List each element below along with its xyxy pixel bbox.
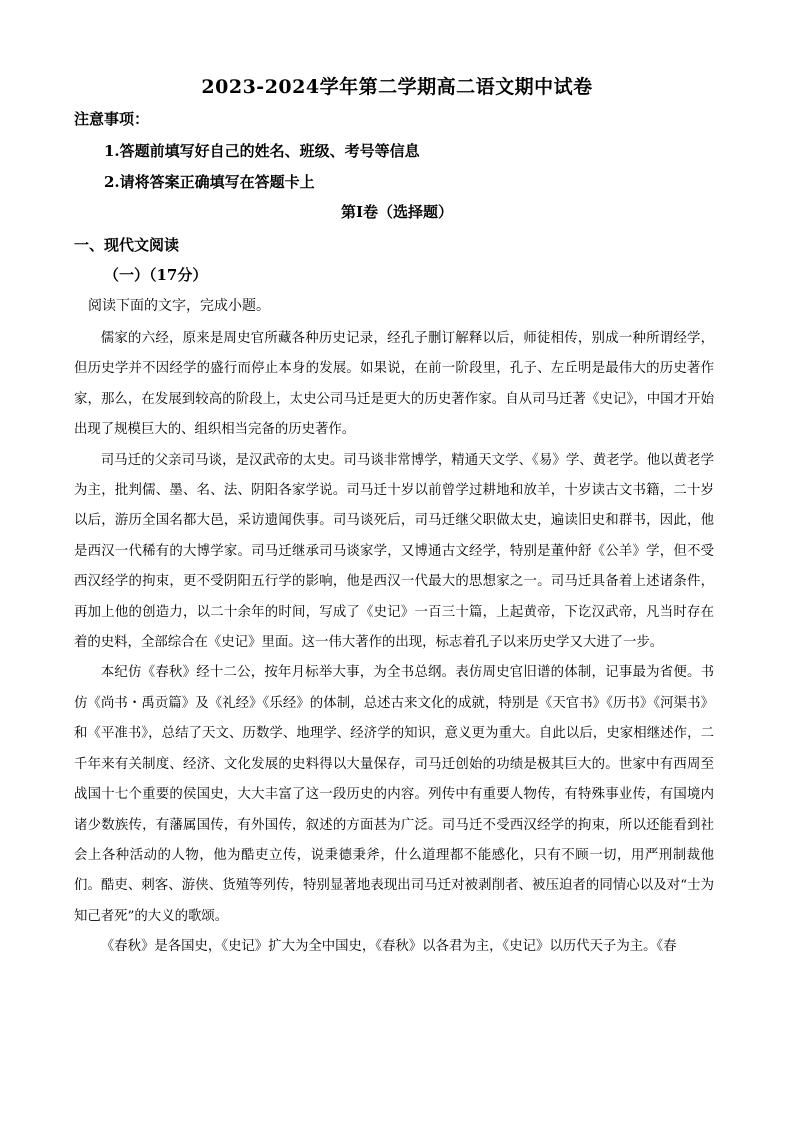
reading-passage: [74, 324, 714, 963]
passage-paragraph: 司马迁的父亲司马谈，是汉武帝的太史。司马谈非常博学，精通天文学、《易》学、黄老学。他以黄老学为主，批判儒、墨、名、法、阴阳各家学说。司马迁十岁以前曾学过耕地和放羊，十岁读古文书籍，二十岁以后，游历全国名都大邑，采访遗闻佚事。司马谈死后，司马迁继父职做太史，遍读旧史和群书，因此，他是西汉一代稀有的大博学家。司马迁继承司马谈家学，又博通古文经学，特别是董仲舒《公羊》学，但不受西汉经学的拘束，更不受阴阳五行学的影响，他是西汉一代最大的思想家之一。司马迁具备着上述诸条件，再加上他的创造力，以二十余年的时间，写成了《史记》一百三十篇，上起黄帝，下讫汉武帝，凡当时存在着的史料，全部综合在《史记》里面。这一伟大著作的出现，标志着孔子以来历史学又大进了一步。: [74, 452, 714, 651]
reading-instruction: 阅读下面的文字，完成小题。: [88, 298, 270, 314]
passage-paragraph: 《春秋》是各国史，《史记》扩大为全中国史，《春秋》以各君为主，《史记》以历代天子为主。《春: [100, 939, 677, 955]
volume-label: 第Ⅰ卷（选择题）: [340, 203, 454, 221]
notice-heading: 注意事项：: [74, 110, 150, 128]
notice-item: 1.答题前填写好自己的姓名、班级、考号等信息: [104, 142, 420, 160]
exam-title: 2023-2024学年第二学期高二语文期中试卷: [201, 76, 593, 98]
section-heading: 一、现代文阅读: [74, 236, 180, 254]
passage-paragraph: 本纪仿《春秋》经十二公，按年月标举大事，为全书总纲。表仿周史官旧谱的体制，记事最为省便。书仿《尚书・禹贡篇》及《礼经》《乐经》的体制，总述古来文化的成就，特别是《天官书》《历书》《河渠书》和《平准书》，总结了天文、历数学、地理学、经济学的知识，意义更为重大。自此以后，史家相继述作，二千年来有关制度、经济、文化发展的史料得以大量保存，司马迁创始的功绩是极其巨大的。世家中有西周至战国十七个重要的侯国史，大大丰富了这一段历史的内容。列传中有重要人物传，有特殊事业传，有国境内诸少数族传，有藩属国传，有外国传，叙述的方面甚为广泛。司马迁不受西汉经学的拘束，所以还能看到社会上各种活动的人物，他为酷吏立传，说秉德秉斧，什么道理都不能感化，只有不顾一切，用严刑制裁他们。酷吏、刺客、游侠、货殖等列传，特别显著地表现出司马迁对被剥削者、被压迫者的同情心以及对“士为知己者死”的大义的歌颂。: [74, 665, 714, 924]
subsection-heading: （一）（17分）: [104, 266, 208, 284]
passage-paragraph: 儒家的六经，原来是周史官所藏各种历史记录，经孔子删订解释以后，师徒相传，别成一种所谓经学，但历史学并不因经学的盛行而停止本身的发展。如果说，在前一阶段里，孔子、左丘明是最伟大的历史著作家，那么，在发展到较高的阶段上，太史公司马迁是更大的历史著作家。自从司马迁著《史记》，中国才开始出现了规模巨大的、组织相当完备的历史著作。: [74, 331, 714, 438]
notice-item: 2.请将答案正确填写在答题卡上: [104, 173, 315, 191]
